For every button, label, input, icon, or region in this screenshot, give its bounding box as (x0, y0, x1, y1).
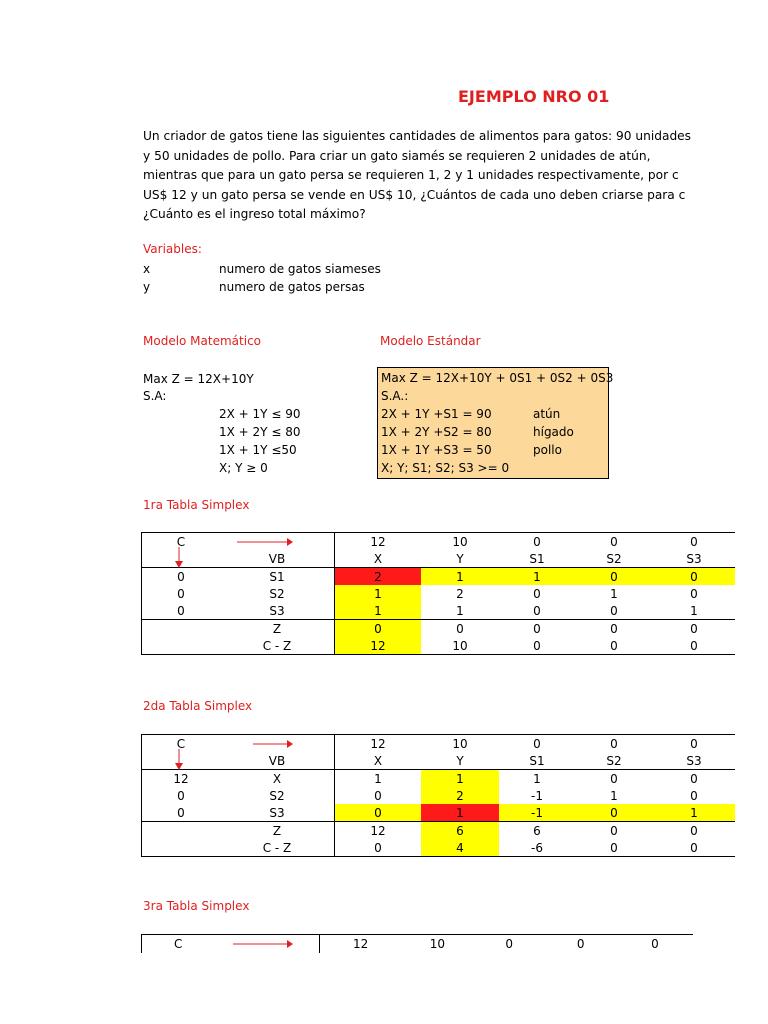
z-row (142, 822, 736, 840)
c-value: 0 (575, 533, 653, 551)
table-cell: 0 (690, 823, 698, 838)
table-cell: 0 (575, 637, 653, 655)
table-cell: 0 (690, 586, 698, 601)
table-cell: 0 (653, 839, 735, 857)
table-cell: 1 (533, 771, 541, 786)
c-value: 10 (401, 935, 474, 953)
table-cell: 1 (610, 788, 618, 803)
math-model-title: Modelo Matemático (143, 334, 262, 348)
math-constraint: 2X + 1Y ≤ 90 (219, 407, 301, 421)
math-sa: S.A: (143, 389, 167, 403)
c-value: 12 (335, 533, 422, 551)
std-model-title: Modelo Estándar (380, 334, 481, 348)
table-cell: 12 (335, 637, 422, 655)
var-header: S2 (575, 550, 653, 568)
table-cell: 0 (335, 620, 422, 638)
variable-name: x (143, 262, 151, 276)
table-cell: 1 (421, 770, 499, 788)
table-cell: 0 (499, 602, 575, 620)
table-row (142, 602, 736, 620)
table1-title: 1ra Tabla Simplex (143, 498, 250, 512)
table-cell: 0 (374, 788, 382, 803)
row-c: 12 (142, 770, 221, 788)
table-cell: -6 (499, 839, 575, 857)
c-value: 10 (421, 533, 499, 551)
table-cell: 4 (421, 839, 499, 857)
math-constraint: X; Y ≥ 0 (219, 461, 268, 475)
cz-label: C - Z (220, 839, 335, 857)
down-arrow-icon (173, 748, 185, 772)
table-cell: 0 (653, 568, 735, 586)
table-cell: 2 (421, 787, 499, 804)
row-vb: X (220, 770, 335, 788)
c-label: C (142, 935, 215, 953)
table-row (142, 568, 736, 586)
row-vb: S1 (220, 568, 335, 586)
std-constraint: 2X + 1Y +S1 = 90 (381, 407, 492, 421)
row-c: 0 (142, 804, 221, 822)
table-row (142, 585, 736, 602)
row-c: 0 (142, 602, 221, 620)
problem-line: ¿Cuánto es el ingreso total máximo? (143, 207, 366, 221)
variable-desc: numero de gatos siameses (219, 262, 381, 276)
right-arrow-icon (231, 937, 295, 951)
right-arrow-icon (235, 535, 295, 549)
table-cell: 0 (690, 788, 698, 803)
table-cell: -1 (499, 804, 575, 822)
problem-line: Un criador de gatos tiene las siguientes cantidades de alimentos para gatos: 90 unidades (143, 129, 692, 143)
var-header: Y (421, 752, 499, 770)
variable-name: y (143, 280, 151, 294)
table3-title: 3ra Tabla Simplex (143, 899, 250, 913)
row-vb: S2 (220, 585, 335, 602)
table-cell: 2 (456, 586, 464, 601)
table-cell: 1 (421, 602, 499, 620)
simplex-table-2 (141, 734, 735, 857)
problem-line: mientras que para un gato persa se requieren 1, 2 y 1 unidades respectivamente, por c (143, 168, 679, 182)
table-cell: 0 (575, 804, 653, 822)
row-c: 0 (142, 585, 221, 602)
c-label: C (142, 735, 221, 753)
table-cell: 0 (575, 602, 653, 620)
var-header: S2 (575, 752, 653, 770)
c-value: 0 (499, 735, 575, 753)
table-cell: 0 (610, 823, 618, 838)
table-cell: 0 (653, 637, 735, 655)
down-arrow-icon (173, 546, 185, 570)
simplex-table-3 (141, 934, 693, 953)
table-cell: 0 (533, 586, 541, 601)
table-cell: 0 (456, 621, 464, 636)
table-cell: 12 (370, 823, 386, 838)
var-header: X (335, 752, 422, 770)
problem-statement (143, 127, 768, 225)
cz-label: C - Z (220, 637, 335, 655)
table-cell: 1 (610, 586, 618, 601)
std-objective: Max Z = 12X+10Y + 0S1 + 0S2 + 0S3 (381, 371, 614, 385)
cz-row (142, 839, 736, 857)
c-value: 0 (499, 533, 575, 551)
table-cell: 6 (421, 822, 499, 840)
std-constraint: 1X + 1Y +S3 = 50 (381, 443, 492, 457)
table-cell: 0 (499, 637, 575, 655)
cz-row (142, 637, 736, 655)
table-cell: 6 (533, 823, 541, 838)
c-value: 0 (653, 533, 735, 551)
c-value: 0 (653, 735, 735, 753)
problem-line: y 50 unidades de pollo. Para criar un gato siamés se requieren 2 unidades de atún, (143, 148, 651, 163)
table-cell: 1 (653, 804, 735, 822)
var-header: X (335, 550, 422, 568)
z-label: Z (220, 620, 335, 638)
table-cell: 0 (690, 621, 698, 636)
math-constraint: 1X + 2Y ≤ 80 (219, 425, 301, 439)
table3-clip (141, 934, 693, 953)
table-cell: 1 (499, 568, 575, 586)
std-constraint: 1X + 2Y +S2 = 80 (381, 425, 492, 439)
var-header: S1 (499, 752, 575, 770)
variable-row (143, 262, 381, 276)
vb-label: VB (220, 752, 335, 770)
c-value: 12 (320, 935, 401, 953)
table-cell: 0 (610, 771, 618, 786)
var-header: S3 (653, 752, 735, 770)
c-value: 0 (544, 935, 616, 953)
table-cell: 0 (575, 839, 653, 857)
vb-label: VB (220, 550, 335, 568)
row-c: 0 (142, 787, 221, 804)
c-value: 10 (421, 735, 499, 753)
std-constraint: X; Y; S1; S2; S3 >= 0 (381, 461, 510, 475)
row-vb: S2 (220, 787, 335, 804)
page-title: EJEMPLO NRO 01 (458, 87, 610, 106)
table-cell: 1 (421, 568, 499, 586)
var-header: Y (421, 550, 499, 568)
table-cell: 0 (335, 839, 422, 857)
var-header: S3 (653, 550, 735, 568)
std-resource: atún (533, 407, 561, 421)
std-resource: hígado (533, 425, 574, 439)
c-value: 0 (575, 735, 653, 753)
variable-desc: numero de gatos persas (219, 280, 365, 294)
std-resource: pollo (533, 443, 562, 457)
std-sa: S.A.: (381, 389, 409, 403)
table-cell: 1 (653, 602, 735, 620)
c-label: C (142, 533, 221, 551)
row-vb: S3 (220, 602, 335, 620)
row-c: 0 (142, 568, 221, 586)
c-value: 0 (617, 935, 693, 953)
table2-title: 2da Tabla Simplex (143, 699, 253, 713)
var-header: S1 (499, 550, 575, 568)
variable-row (143, 280, 365, 294)
simplex-table-1 (141, 532, 735, 655)
math-objective: Max Z = 12X+10Y (143, 372, 254, 386)
right-arrow-icon (251, 737, 295, 751)
variables-title: Variables: (143, 242, 202, 256)
problem-line: US$ 12 y un gato persa se vende en US$ 10, ¿Cuántos de cada uno deben criarse para c (143, 187, 686, 202)
table-row (142, 770, 736, 788)
c-value: 0 (474, 935, 545, 953)
std-model-box (377, 367, 614, 479)
pivot-cell: 2 (335, 568, 422, 586)
table-row (142, 787, 736, 804)
table-cell: 0 (533, 621, 541, 636)
c-value: 12 (335, 735, 422, 753)
table-cell: 0 (610, 621, 618, 636)
pivot-cell: 1 (421, 804, 499, 822)
table-cell: 0 (335, 804, 422, 822)
table-cell: 1 (335, 602, 422, 620)
table-cell: 1 (374, 771, 382, 786)
table-cell: 10 (421, 637, 499, 655)
table-cell: 1 (335, 585, 422, 602)
table-cell: 0 (575, 568, 653, 586)
table-cell: -1 (531, 788, 543, 803)
table-cell: 0 (690, 771, 698, 786)
z-label: Z (220, 822, 335, 840)
math-constraint: 1X + 1Y ≤50 (219, 443, 297, 457)
row-vb: S3 (220, 804, 335, 822)
table-row (142, 804, 736, 822)
z-row (142, 620, 736, 638)
